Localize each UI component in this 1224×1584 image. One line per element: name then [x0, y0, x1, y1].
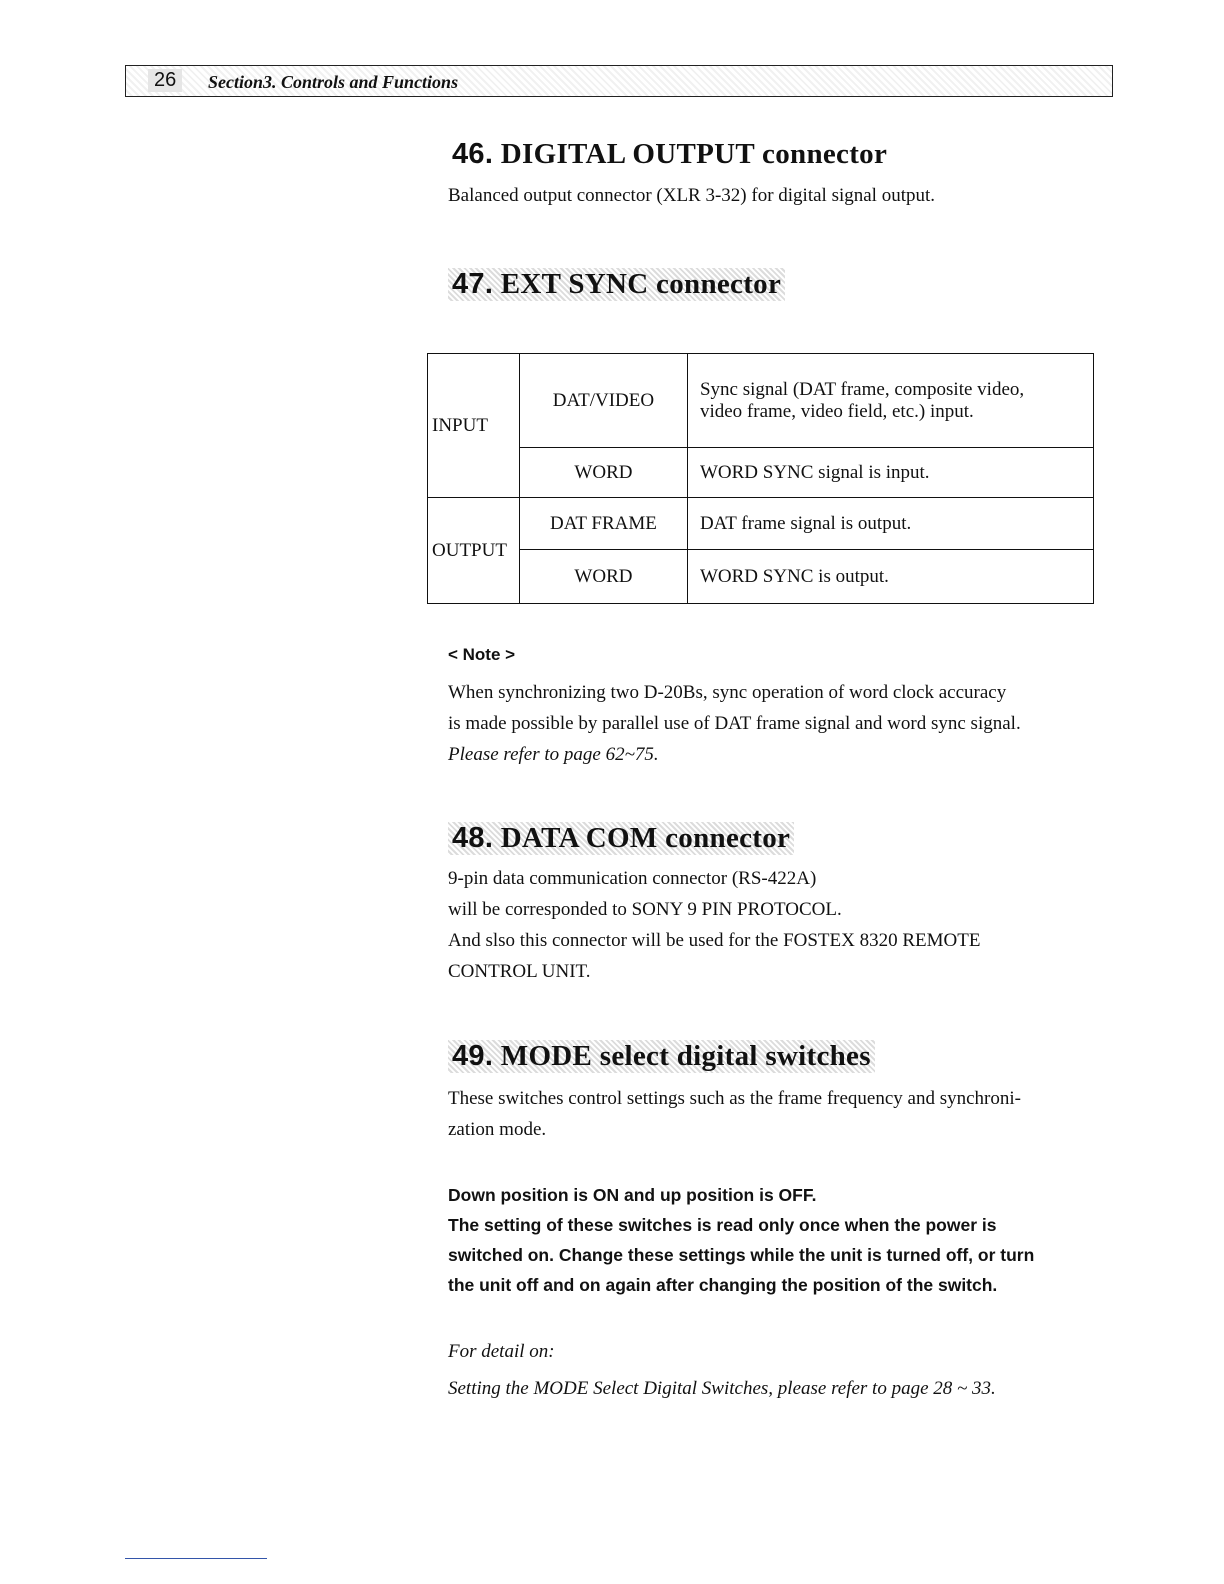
- description-cell: [687, 354, 1093, 448]
- heading-ext-sync: [448, 268, 785, 301]
- heading-title: EXT SYNC connector: [500, 268, 782, 300]
- description-cell: WORD SYNC is output.: [687, 550, 1093, 604]
- heading-title: DATA COM connector: [500, 822, 791, 854]
- heading-number: 47.: [452, 268, 494, 300]
- heading-number: 46.: [452, 138, 494, 170]
- detail-line: For detail on:: [448, 1341, 555, 1362]
- notice-line: switched on. Change these settings while the unit is turned off, or turn: [448, 1245, 1035, 1265]
- page-header: [125, 65, 1113, 97]
- description-line: Sync signal (DAT frame, composite video,: [699, 378, 1025, 400]
- note-body: [448, 677, 1108, 770]
- body-line: 9-pin data communication connector (RS-422A): [448, 868, 817, 889]
- notice-line: the unit off and on again after changing the position of the switch.: [448, 1275, 998, 1295]
- heading-digital-output: [448, 138, 891, 171]
- section-title: Section3. Controls and Functions: [208, 72, 459, 92]
- description-cell: WORD SYNC signal is input.: [687, 448, 1093, 498]
- body-line: zation mode.: [448, 1119, 547, 1140]
- data-com-description: [448, 863, 1108, 987]
- signal-cell: WORD: [519, 448, 687, 498]
- note-line: is made possible by parallel use of DAT frame signal and word sync signal.: [448, 713, 1021, 734]
- group-input: INPUT: [428, 354, 520, 498]
- body-line: Balanced output connector (XLR 3-32) for digital signal output.: [448, 185, 936, 206]
- signal-cell: WORD: [519, 550, 687, 604]
- body-line: will be corresponded to SONY 9 PIN PROTOCOL.: [448, 899, 842, 920]
- detail-line: Setting the MODE Select Digital Switches, please refer to page 28 ~ 33.: [448, 1378, 996, 1399]
- page-number: 26: [148, 69, 182, 92]
- switch-notice: [448, 1180, 1108, 1300]
- table-row: [428, 550, 1094, 604]
- footer-rule: [125, 1558, 267, 1559]
- note-page-ref: Please refer to page 62~75.: [448, 744, 659, 765]
- heading-title: DIGITAL OUTPUT connector: [500, 138, 888, 170]
- body-line: And slso this connector will be used for the FOSTEX 8320 REMOTE: [448, 930, 981, 951]
- mode-switches-description: [448, 1083, 1108, 1145]
- table-row: [428, 448, 1094, 498]
- group-output: OUTPUT: [428, 498, 520, 604]
- ext-sync-table: [427, 353, 1094, 604]
- notice-line: The setting of these switches is read only once when the power is: [448, 1215, 997, 1235]
- table-row: [428, 354, 1094, 448]
- digital-output-description: [448, 180, 1108, 211]
- description-cell: DAT frame signal is output.: [687, 498, 1093, 550]
- heading-number: 48.: [452, 822, 494, 854]
- signal-cell: DAT/VIDEO: [519, 354, 687, 448]
- body-line: CONTROL UNIT.: [448, 961, 591, 982]
- heading-data-com: [448, 822, 794, 855]
- note-label: < Note >: [448, 645, 516, 664]
- description-line: video frame, video field, etc.) input.: [699, 400, 974, 422]
- heading-title: MODE select digital switches: [500, 1040, 871, 1072]
- table-row: [428, 498, 1094, 550]
- heading-number: 49.: [452, 1040, 494, 1072]
- heading-mode-switches: [448, 1040, 875, 1073]
- body-line: These switches control settings such as the frame frequency and synchroni-: [448, 1088, 1021, 1109]
- note-line: When synchronizing two D-20Bs, sync operation of word clock accuracy: [448, 682, 1007, 703]
- signal-cell: DAT FRAME: [519, 498, 687, 550]
- detail-reference: [448, 1333, 1108, 1407]
- notice-line: Down position is ON and up position is OFF.: [448, 1185, 817, 1205]
